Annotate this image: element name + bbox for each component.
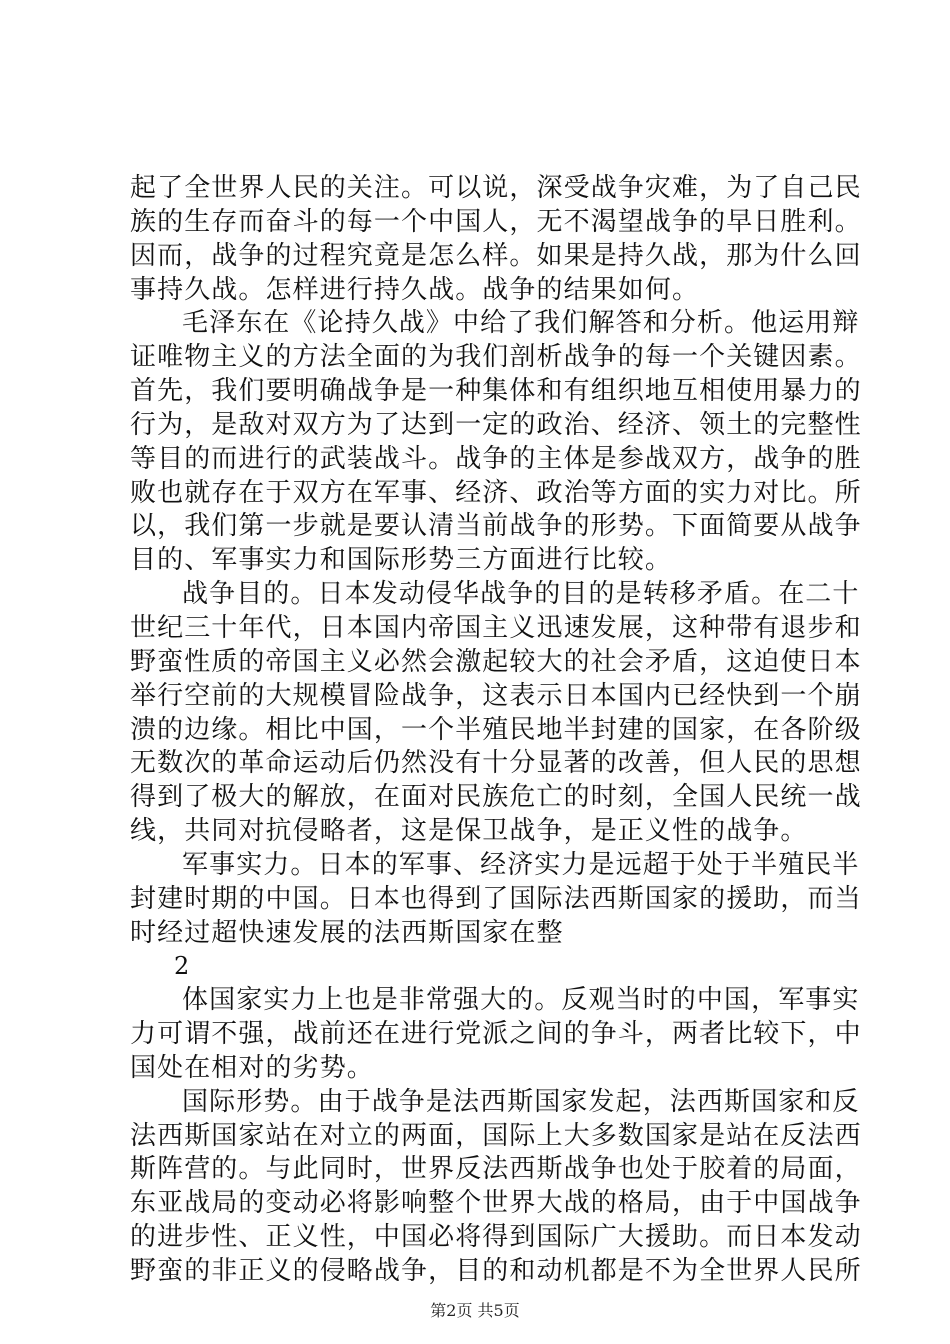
text-line: 无数次的革命运动后仍然没有十分显著的改善，但人民的思想 (130, 748, 862, 779)
text-line: 时经过超快速发展的法西斯国家在整 (130, 917, 564, 948)
text-line: 目的、军事实力和国际形势三方面进行比较。 (130, 545, 673, 576)
text-line: 首先，我们要明确战争是一种集体和有组织地互相使用暴力的 (130, 376, 862, 407)
text-line: 的进步性、正义性，中国必将得到国际广大援助。而日本发动 (130, 1222, 862, 1253)
text-line: 等目的而进行的武装战斗。战争的主体是参战双方，战争的胜 (130, 443, 862, 474)
text-line: 因而，战争的过程究竟是怎么样。如果是持久战，那为什么回 (130, 240, 862, 271)
text-line: 族的生存而奋斗的每一个中国人，无不渴望战争的早日胜利。 (130, 206, 862, 237)
text-line: 体国家实力上也是非常强大的。反观当时的中国，军事实 (182, 985, 860, 1016)
document-body (130, 172, 862, 1289)
text-line: 以，我们第一步就是要认清当前战争的形势。下面简要从战争 (130, 511, 862, 542)
text-line: 毛泽东在《论持久战》中给了我们解答和分析。他运用辩 (182, 308, 860, 339)
text-line: 事持久战。怎样进行持久战。战争的结果如何。 (130, 274, 700, 305)
text-line: 线，共同对抗侵略者，这是保卫战争，是正义性的战争。 (130, 816, 808, 847)
text-line: 法西斯国家站在对立的两面，国际上大多数国家是站在反法西 (130, 1120, 862, 1151)
text-line: 国处在相对的劣势。 (130, 1052, 374, 1083)
text-line: 野蛮性质的帝国主义必然会激起较大的社会矛盾，这迫使日本 (130, 646, 862, 677)
text-line: 东亚战局的变动必将影响整个世界大战的格局，由于中国战争 (130, 1188, 862, 1219)
text-line: 起了全世界人民的关注。可以说，深受战争灾难，为了自己民 (130, 173, 862, 203)
inline-page-number: 2 (174, 952, 191, 981)
text-line: 力可谓不强，战前还在进行党派之间的争斗，两者比较下，中 (130, 1019, 862, 1050)
text-line: 战争目的。日本发动侵华战争的目的是转移矛盾。在二十 (182, 579, 860, 610)
text-line: 溃的边缘。相比中国，一个半殖民地半封建的国家，在各阶级 (130, 714, 862, 745)
text-line: 得到了极大的解放，在面对民族危亡的时刻，全国人民统一战 (130, 782, 862, 813)
text-line: 野蛮的非正义的侵略战争，目的和动机都是不为全世界人民所 (130, 1256, 862, 1286)
text-line: 举行空前的大规模冒险战争，这表示日本国内已经快到一个崩 (130, 680, 862, 711)
text-line: 证唯物主义的方法全面的为我们剖析战争的每一个关键因素。 (130, 342, 862, 373)
text-line: 世纪三十年代，日本国内帝国主义迅速发展，这种带有退步和 (130, 612, 862, 643)
text-line: 斯阵营的。与此同时，世界反法西斯战争也处于胶着的局面， (130, 1154, 862, 1185)
text-line: 行为，是敌对双方为了达到一定的政治、经济、领土的完整性 (130, 409, 862, 440)
text-block-1 (130, 172, 862, 950)
text-line: 军事实力。日本的军事、经济实力是远超于处于半殖民半 (182, 849, 860, 880)
text-line: 败也就存在于双方在军事、经济、政治等方面的实力对比。所 (130, 477, 862, 508)
text-line: 国际形势。由于战争是法西斯国家发起，法西斯国家和反 (182, 1086, 860, 1117)
text-line: 封建时期的中国。日本也得到了国际法西斯国家的援助，而当 (130, 883, 862, 914)
page-footer: 第2页 共5页 (430, 1301, 520, 1320)
text-block-2 (130, 984, 862, 1289)
